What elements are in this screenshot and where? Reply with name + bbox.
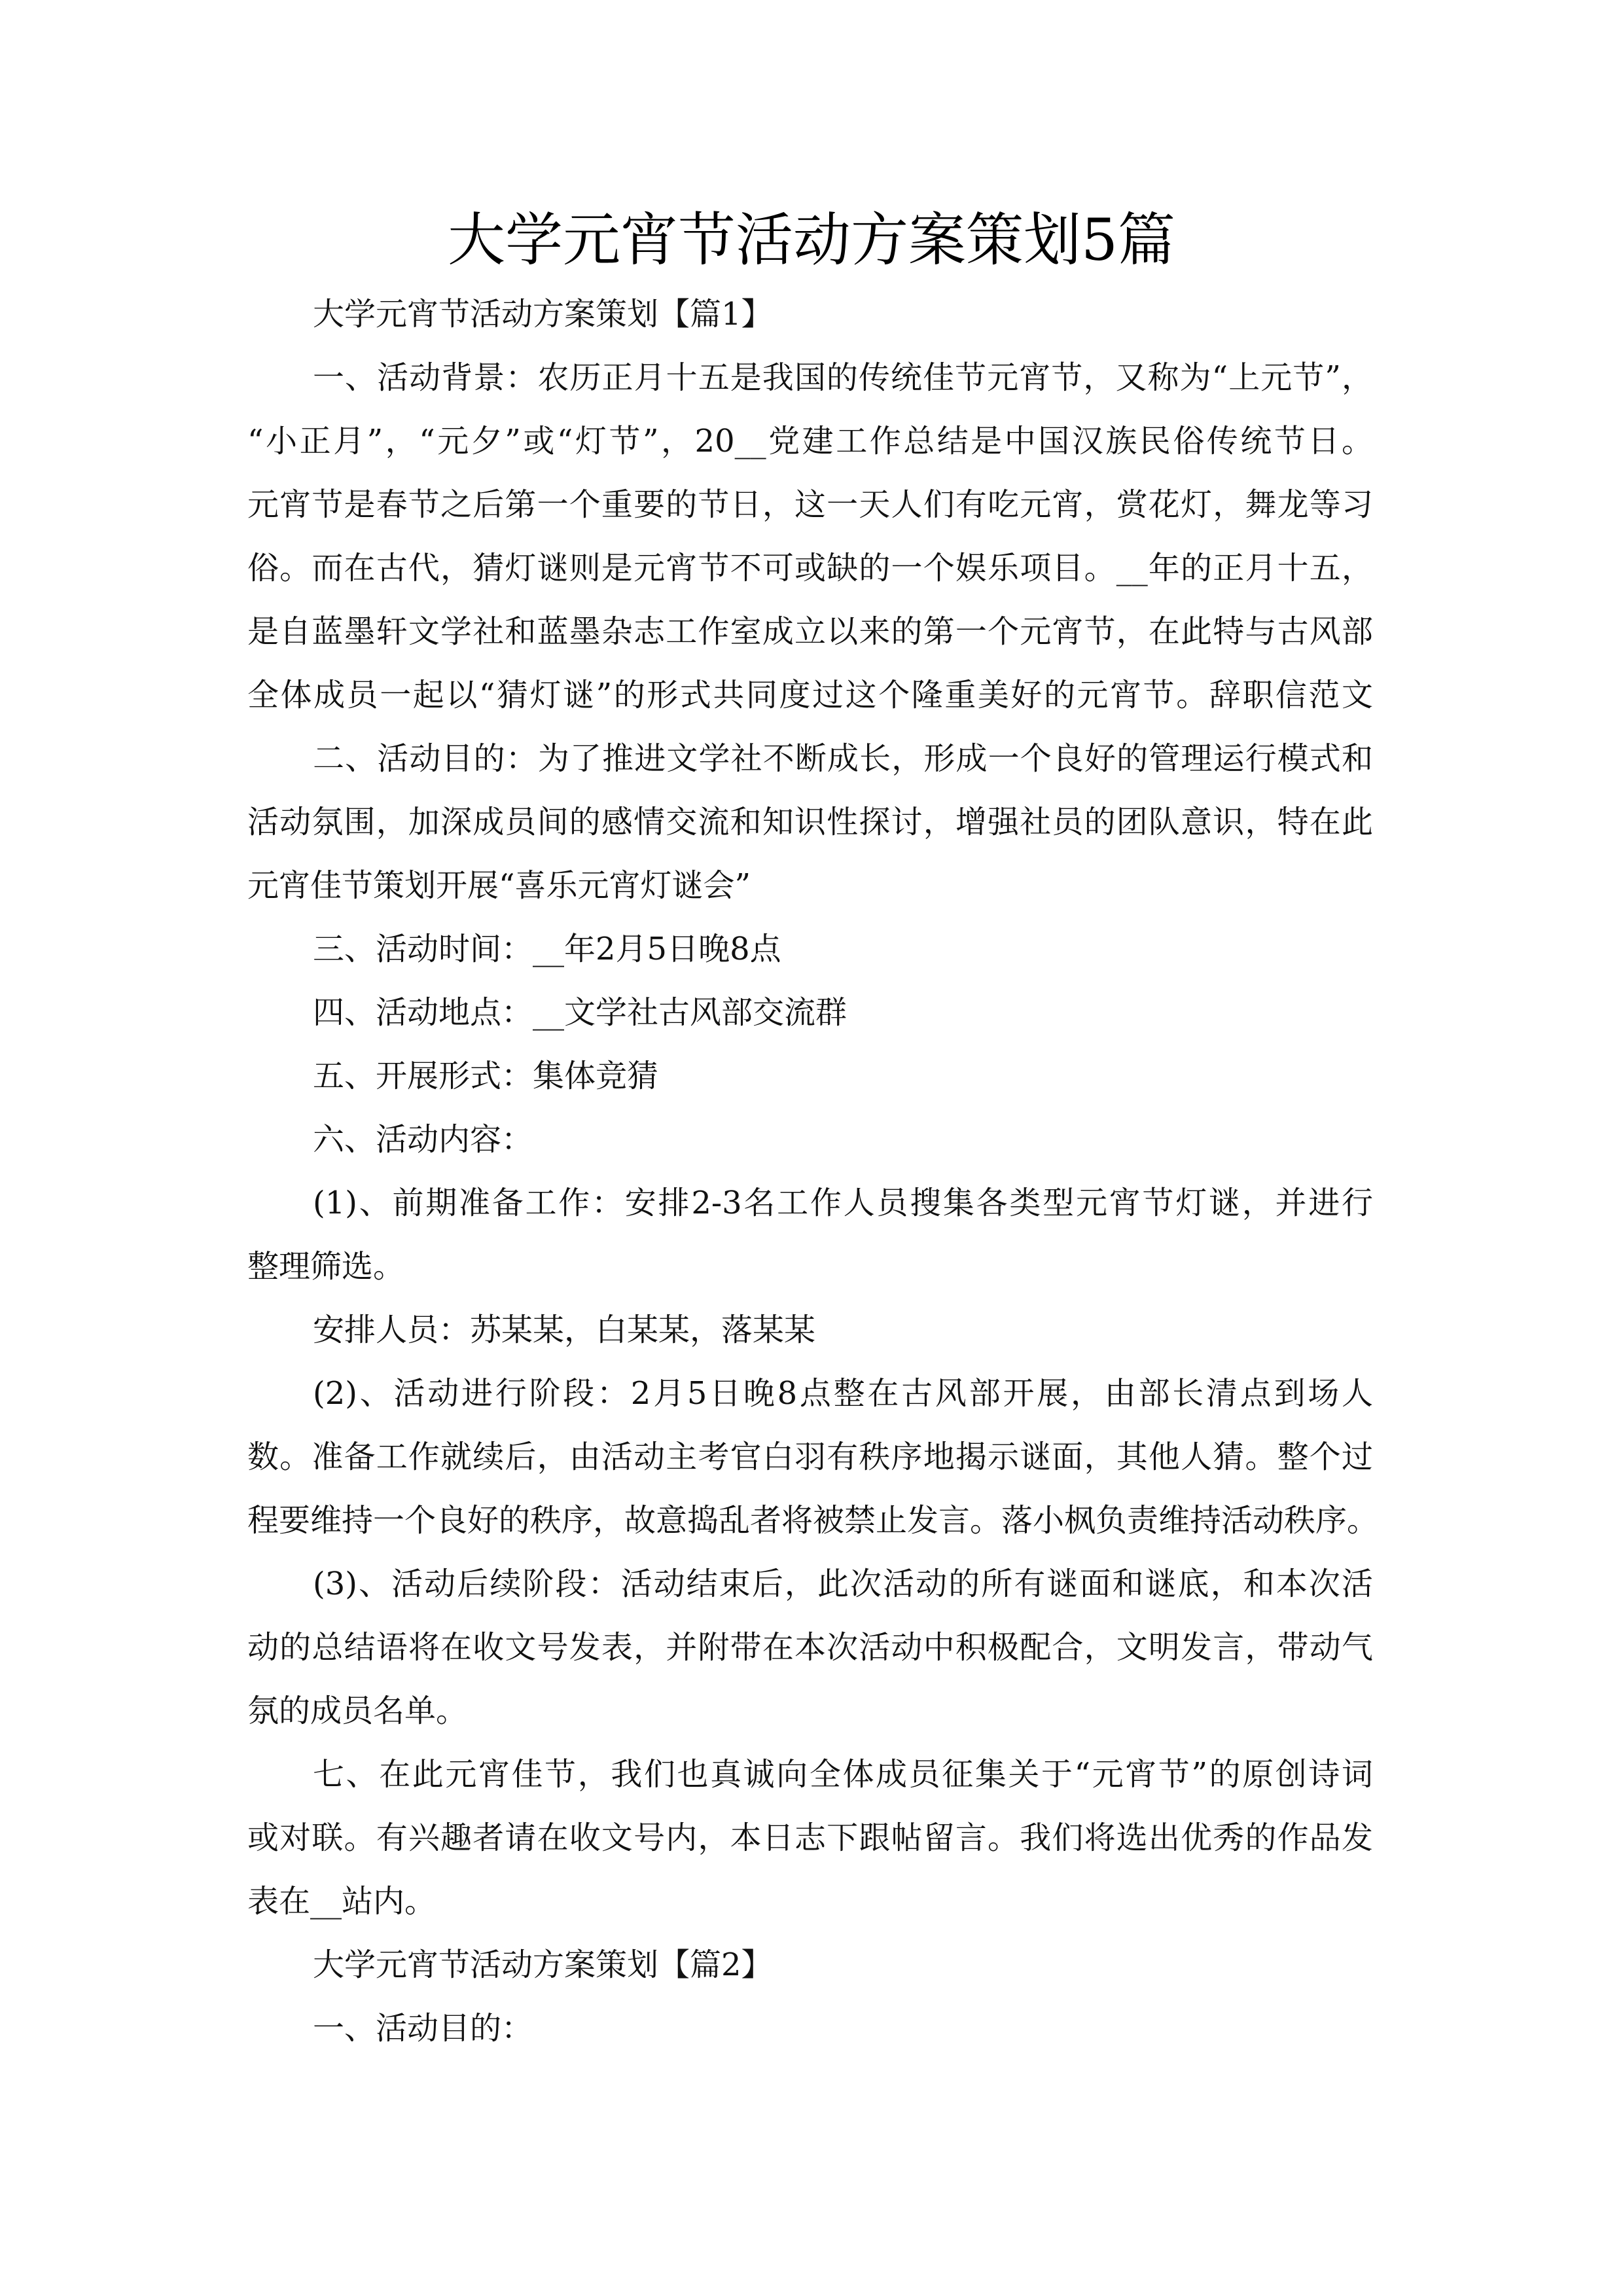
paragraph-line: 氛的成员名单。 [247,1693,468,1729]
paragraph-line: 七、在此元宵佳节，我们也真诚向全体成员征集关于“元宵节”的原创诗词 [313,1756,1373,1793]
paragraph-line: 活动氛围，加深成员间的感情交流和知识性探讨，增强社员的团队意识，特在此 [247,804,1373,840]
paragraph-line: 程要维持一个良好的秩序，故意捣乱者将被禁止发言。落小枫负责维持活动秩序。 [247,1502,1379,1539]
paragraph-location: 四、活动地点：__文学社古风部交流群 [313,994,847,1031]
paragraph-format: 五、开展形式：集体竞猜 [313,1058,659,1094]
paragraph-line: 一、活动背景：农历正月十五是我国的传统佳节元宵节，又称为“上元节”， [313,359,1373,396]
section-heading-2: 大学元宵节活动方案策划【篇2】 [313,1946,773,1983]
paragraph-line: 动的总结语将在收文号发表，并附带在本次活动中积极配合，文明发言，带动气 [247,1629,1373,1666]
document-body [247,283,1379,2060]
paragraph-staff: 安排人员：苏某某，白某某，落某某 [313,1312,816,1348]
paragraph-line: 全体成员一起以“猜灯谜”的形式共同度过这个隆重美好的元宵节。辞职信范文 [247,677,1373,713]
document-title: 大学元宵节活动方案策划5篇 [448,206,1175,274]
paragraph-line: 表在__站内。 [247,1883,437,1920]
paragraph-background [247,346,1373,727]
paragraph-purpose [247,727,1373,918]
paragraph-line: 俗。而在古代，猜灯谜则是元宵节不可或缺的一个娱乐项目。__年的正月十五， [247,550,1373,586]
paragraph-line: 元宵节是春节之后第一个重要的节日，这一天人们有吃元宵，赏花灯，舞龙等习 [247,486,1373,523]
paragraph-purpose-2: 一、活动目的： [313,2010,533,2047]
paragraph-line: 整理筛选。 [247,1248,405,1285]
paragraph-preparation [247,1172,1373,1299]
paragraph-time: 三、活动时间：__年2月5日晚8点 [313,931,781,967]
paragraph-line: (1)、前期准备工作：安排2-3名工作人员搜集各类型元宵节灯谜，并进行 [313,1185,1373,1221]
section-heading-1: 大学元宵节活动方案策划【篇1】 [313,296,773,332]
paragraph-line: “小正月”，“元夕”或“灯节”，20__党建工作总结是中国汉族民俗传统节日。 [247,423,1373,459]
paragraph-execution [247,1362,1379,1552]
paragraph-line: (3)、活动后续阶段：活动结束后，此次活动的所有谜面和谜底，和本次活 [313,1566,1373,1602]
paragraph-call-for-works [247,1743,1373,1933]
paragraph-content-heading: 六、活动内容： [313,1121,533,1158]
paragraph-line: 二、活动目的：为了推进文学社不断成长，形成一个良好的管理运行模式和 [313,740,1373,777]
paragraph-line: 数。准备工作就续后，由活动主考官白羽有秩序地揭示谜面，其他人猜。整个过 [247,1439,1373,1475]
paragraph-followup [247,1552,1373,1743]
paragraph-line: 是自蓝墨轩文学社和蓝墨杂志工作室成立以来的第一个元宵节，在此特与古风部 [247,613,1373,650]
paragraph-line: 或对联。有兴趣者请在收文号内，本日志下跟帖留言。我们将选出优秀的作品发 [247,1820,1373,1856]
paragraph-line: (2)、活动进行阶段：2月5日晚8点整在古风部开展，由部长清点到场人 [313,1375,1373,1412]
paragraph-line: 元宵佳节策划开展“喜乐元宵灯谜会” [247,867,751,904]
